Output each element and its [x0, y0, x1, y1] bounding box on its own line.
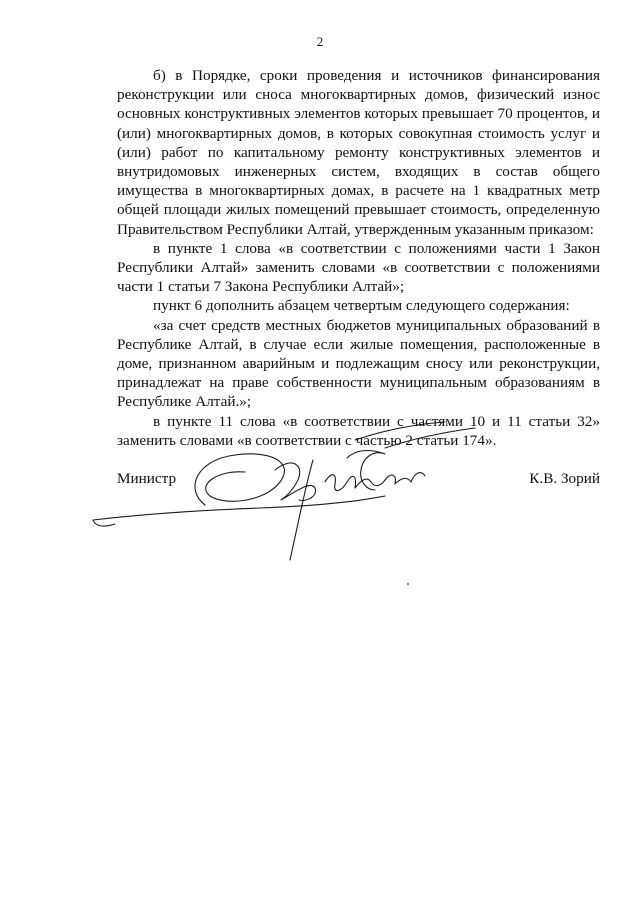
handwritten-signature [85, 410, 525, 570]
paragraph-point-11: в пункте 11 слова «в соответствии с частями 10 и 11 статьи 32» заменить словами «в соответствии с частью 2 статьи 174». [117, 412, 600, 449]
signatory-title: Министр [117, 470, 177, 487]
paragraph-point-1: в пункте 1 слова «в соответствии с положениями части 1 Закон Республики Алтай» заменить словами «в соответствии с положениями части 1 статьи 7 Закона Республики Алтай»; [117, 239, 600, 296]
paragraph-point-6: пункт 6 дополнить абзацем четвертым следующего содержания: [153, 297, 570, 315]
scan-speck [407, 583, 409, 585]
page-number: 2 [316, 34, 324, 49]
paragraph-quoted-addition: «за счет средств местных бюджетов муниципальных образований в Республике Алтай, в случае если жилые помещения, расположенные в доме, признанном аварийным и подлежащим сносу или реконструкции, принадлежат на праве собственности муниципальным образованиям в Республике Алтай.»; [117, 316, 600, 411]
paragraph-amendment-b: б) в Порядке, сроки проведения и источников финансирования реконструкции или сноса многоквартирных домов, физический износ основных конструктивных элементов которых превышает 70 процентов, и (или) многоквартирных домов, в которых совокупная стоимость услуг и (или) работ по капитальному ремонту конструктивных элементов и внутридомовых инженерных систем, входящих в состав общего имущества в многоквартирных домах, в расчете на 1 квадратных метр общей площади жилых помещений превышает стоимость, определенную Правительством Республики Алтай, утвержденным указанным приказом: [117, 67, 600, 238]
signatory-name: К.В. Зорий [529, 470, 600, 487]
document-body [117, 66, 600, 450]
